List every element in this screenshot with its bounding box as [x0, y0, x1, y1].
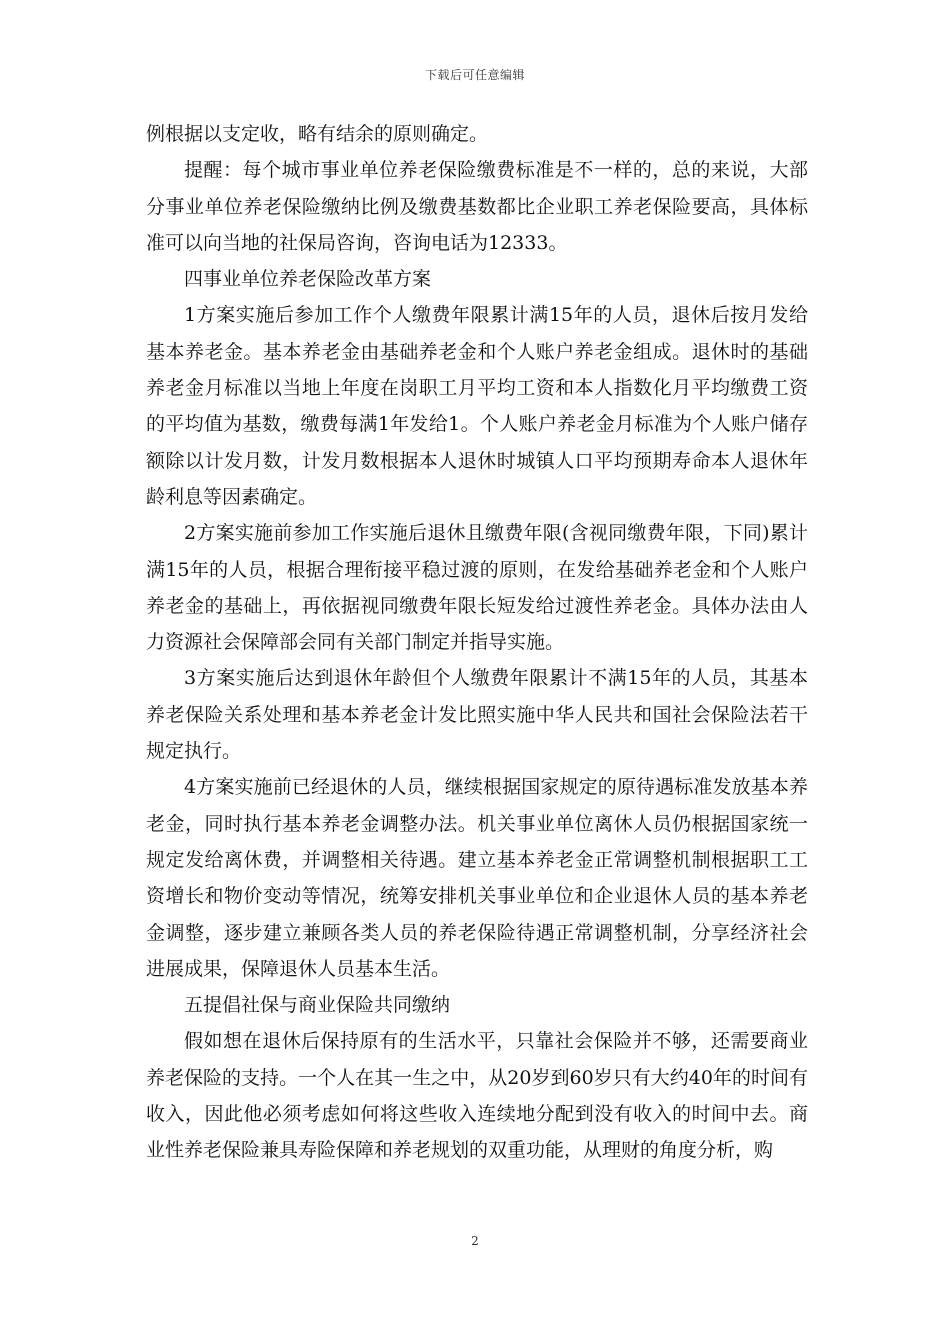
paragraph: 1方案实施后参加工作个人缴费年限累计满15年的人员，退休后按月发给基本养老金。基本养老金由基础养老金和个人账户养老金组成。退休时的基础养老金月标准以当地上年度在岗职工月平均工资和本人指数化月平均缴费工资的平均值为基数，缴费每满1年发给1。个人账户养老金月标准为个人账户储存额除以计发月数，计发月数根据本人退休时城镇人口平均预期寿命本人退休年龄利息等因素确定。 [146, 304, 808, 508]
paragraph: 假如想在退休后保持原有的生活水平，只靠社会保险并不够，还需要商业养老保险的支持。一个人在其一生之中，从20岁到60岁只有大约40年的时间有收入，因此他必须考虑如何将这些收入连续地分配到没有收入的时间中去。商业性养老保险兼具寿险保障和养老规划的双重功能，从理财的角度分析，购 [146, 1030, 808, 1162]
page-header: 下载后可任意编辑 [424, 68, 525, 82]
paragraph: 4方案实施前已经退休的人员，继续根据国家规定的原待遇标准发放基本养老金，同时执行基本养老金调整办法。机关事业单位离休人员仍根据国家统一规定发给离休费，并调整相关待遇。建立基本养老金正常调整机制根据职工工资增长和物价变动等情况，统筹安排机关事业单位和企业退休人员的基本养老金调整，逐步建立兼顾各类人员的养老保险待遇正常调整机制，分享经济社会进展成果，保障退休人员基本生活。 [146, 776, 808, 980]
paragraph: 提醒：每个城市事业单位养老保险缴费标准是不一样的，总的来说，大部分事业单位养老保险缴纳比例及缴费基数都比企业职工养老保险要高，具体标准可以向当地的社保局咨询，咨询电话为12333。 [146, 159, 808, 254]
section-heading: 四事业单位养老保险改革方案 [184, 268, 432, 291]
paragraph: 2方案实施前参加工作实施后退休且缴费年限(含视同缴费年限，下同)累计满15年的人员，根据合理衔接平稳过渡的原则，在发给基础养老金和个人账户养老金的基础上，再依据视同缴费年限长短发给过渡性养老金。具体办法由人力资源社会保障部会同有关部门制定并指导实施。 [146, 522, 808, 654]
paragraph: 3方案实施后达到退休年龄但个人缴费年限累计不满15年的人员，其基本养老保险关系处理和基本养老金计发比照实施中华人民共和国社会保险法若干规定执行。 [146, 667, 808, 763]
paragraph: 例根据以支定收，略有结余的原则确定。 [146, 123, 489, 145]
document-body [146, 116, 808, 1169]
page-number: 2 [471, 1234, 479, 1248]
section-heading: 五提倡社保与商业保险共同缴纳 [184, 994, 451, 1017]
